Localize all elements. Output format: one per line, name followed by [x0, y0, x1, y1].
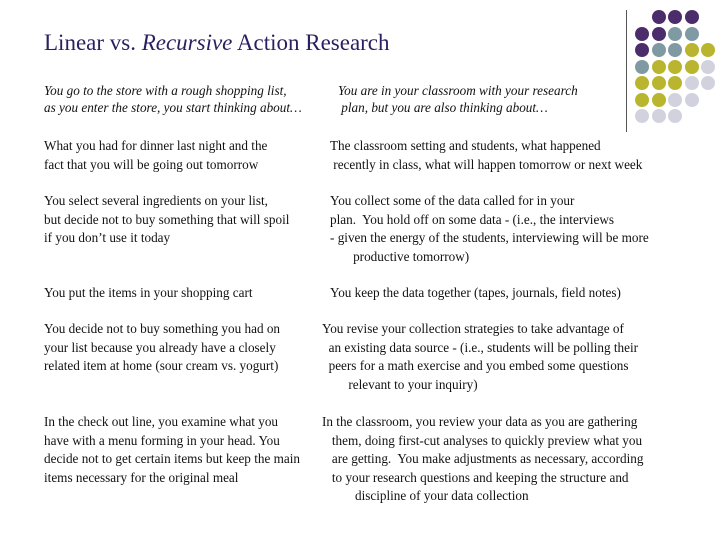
decorative-dot: [635, 43, 649, 57]
decorative-dot: [635, 27, 649, 41]
decorative-dot: [652, 76, 666, 90]
decorative-dot: [668, 27, 682, 41]
decorative-dot: [652, 60, 666, 74]
decorative-dot: [668, 76, 682, 90]
corner-divider-line: [626, 10, 627, 132]
title-recursive: Recursive: [141, 30, 233, 55]
left-column-header: You go to the store with a rough shopping list, as you enter the store, you start thinking about…: [44, 83, 302, 115]
decorative-dot: [635, 93, 649, 107]
decorative-dot: [652, 10, 666, 24]
decorative-dot: [685, 76, 699, 90]
row-5-left: In the check out line, you examine what you have with a menu forming in your head. You decide not to get certain items but keep the main items necessary for the original meal: [44, 414, 300, 485]
decorative-dot: [668, 93, 682, 107]
decorative-dot: [701, 76, 715, 90]
row-2-left: You select several ingredients on your list, but decide not to buy something that will spoil if you don’t use it today: [44, 193, 290, 245]
decorative-dot: [668, 109, 682, 123]
decorative-dot: [685, 93, 699, 107]
decorative-dot: [652, 93, 666, 107]
decorative-dot: [652, 109, 666, 123]
title-linear-vs: Linear vs.: [44, 30, 142, 55]
slide-title: [44, 30, 390, 56]
row-3-right: You keep the data together (tapes, journals, field notes): [330, 285, 621, 300]
decorative-dot: [701, 60, 715, 74]
row-4-left: You decide not to buy something you had on your list because you already have a closely related item at home (sour cream vs. yogurt): [44, 321, 281, 373]
row-1-right: The classroom setting and students, what happened recently in class, what will happen tomorrow or next week: [330, 138, 643, 172]
row-3-left: You put the items in your shopping cart: [44, 285, 253, 300]
decorative-dot: [685, 60, 699, 74]
right-column-header: You are in your classroom with your research plan, but you are also thinking about…: [338, 83, 578, 115]
row-1-left: What you had for dinner last night and the fact that you will be going out tomorrow: [44, 138, 268, 172]
decorative-dot: [652, 27, 666, 41]
decorative-dot-grid: [0, 0, 720, 140]
decorative-dot: [685, 10, 699, 24]
decorative-dot: [635, 60, 649, 74]
decorative-dot: [668, 43, 682, 57]
decorative-dot: [685, 43, 699, 57]
row-5-right: In the classroom, you review your data as you are gathering them, doing first-cut analyses to quickly preview what you are getting. You make adjustments as necessary, according to your research questions and keeping the structure and discipline of your data collection: [322, 414, 644, 503]
decorative-dot: [635, 109, 649, 123]
decorative-dot: [668, 60, 682, 74]
decorative-dot: [701, 43, 715, 57]
decorative-dot: [685, 27, 699, 41]
decorative-dot: [668, 10, 682, 24]
decorative-dot: [652, 43, 666, 57]
decorative-dot: [635, 76, 649, 90]
title-action-research: Action Research: [232, 30, 390, 55]
row-4-right: You revise your collection strategies to take advantage of an existing data source - (i.e., students will be polling their peers for a math exercise and you embed some questions relevant to your inquiry): [322, 321, 639, 392]
row-2-right: You collect some of the data called for in your plan. You hold off on some data - (i.e., the interviews - given the energy of the students, interviewing will be more productive tomorrow): [330, 193, 649, 264]
